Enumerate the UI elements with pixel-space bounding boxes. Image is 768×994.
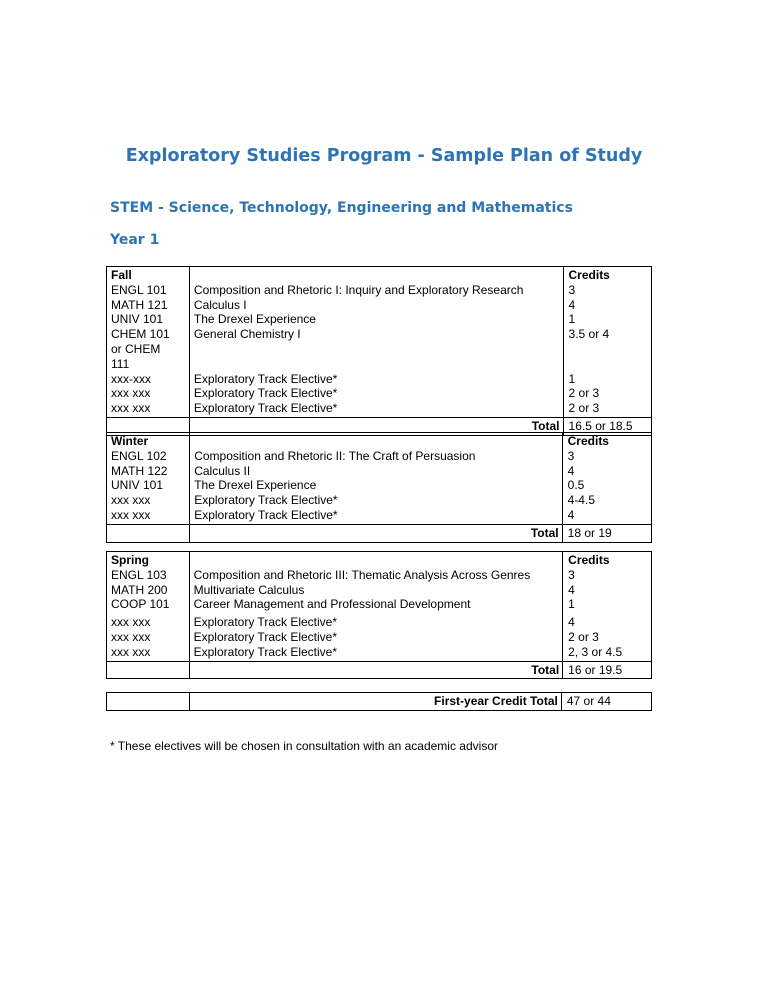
table-row [107, 552, 652, 662]
course-code: CHEM 101 [111, 327, 170, 342]
total-label: Total [531, 662, 560, 677]
course-name: Exploratory Track Elective* [193, 371, 338, 386]
course-code: xxx xxx [111, 507, 151, 522]
total-label: Total [530, 525, 559, 540]
course-credits: 4 [568, 297, 576, 312]
course-code: xxx xxx [111, 629, 151, 644]
course-name: Calculus II [194, 463, 251, 478]
course-credits: 2 or 3 [568, 386, 600, 401]
course-credits: 3 [568, 567, 575, 582]
course-code: ENGL 103 [111, 567, 167, 582]
credits-cell [562, 433, 651, 525]
footnote: * These electives will be chosen in consultation with an academic advisor [110, 739, 498, 753]
total-value: 16 or 19.5 [568, 662, 623, 677]
course-name: Exploratory Track Elective* [193, 386, 338, 401]
table-row [107, 267, 652, 418]
term-label: Fall [111, 268, 132, 282]
course-code-cell [107, 552, 190, 662]
course-code: xxx xxx [111, 401, 151, 416]
total-label: Total [531, 418, 560, 433]
credits-header: Credits [568, 268, 610, 282]
course-credits: 3.5 or 4 [568, 327, 610, 342]
course-credits: 2 or 3 [568, 401, 600, 416]
course-name: The Drexel Experience [193, 312, 316, 327]
course-credits: 0.5 [567, 478, 585, 493]
course-name: Composition and Rhetoric III: Thematic Analysis Across Genres [193, 567, 531, 582]
course-code: xxx-xxx [111, 371, 151, 386]
course-code: UNIV 101 [111, 312, 164, 327]
credits-cell [563, 552, 652, 662]
course-name-cell [189, 267, 563, 418]
course-credits: 3 [567, 448, 575, 463]
total-row [107, 693, 652, 711]
course-credits: 2 or 3 [568, 629, 599, 644]
first-year-total-table [106, 692, 652, 711]
course-code: MATH 121 [111, 297, 168, 312]
course-code: ENGL 102 [111, 448, 167, 463]
course-name: Career Management and Professional Development [193, 597, 471, 612]
winter-table [106, 432, 652, 543]
course-code: MATH 122 [111, 463, 168, 478]
course-credits: 4 [568, 582, 575, 597]
course-credits: 4 [567, 507, 575, 522]
course-code-cell [107, 267, 190, 418]
course-name: The Drexel Experience [194, 478, 317, 493]
course-name: Composition and Rhetoric I: Inquiry and Exploratory Research [193, 282, 524, 297]
credits-header: Credits [567, 434, 609, 448]
course-name: Exploratory Track Elective* [193, 401, 338, 416]
course-code: xxx xxx [111, 615, 151, 630]
year-heading: Year 1 [110, 232, 160, 248]
program-heading: STEM - Science, Technology, Engineering and Mathematics [110, 200, 573, 216]
course-code: xxx xxx [111, 493, 151, 508]
course-code: ENGL 101 [111, 282, 167, 297]
course-credits: 4 [568, 615, 575, 630]
credits-cell [563, 267, 651, 418]
term-label: Winter [111, 434, 149, 448]
first-year-total-value: 47 or 44 [566, 694, 611, 708]
term-label: Spring [111, 553, 149, 567]
course-name: Exploratory Track Elective* [193, 615, 338, 630]
course-credits: 1 [568, 312, 576, 327]
course-name: Exploratory Track Elective* [193, 644, 338, 659]
spring-table [106, 551, 652, 679]
course-code: UNIV 101 [111, 478, 164, 493]
course-code: xxx xxx [111, 386, 151, 401]
fall-table [106, 266, 652, 436]
course-name: General Chemistry I [193, 327, 301, 342]
total-value: 18 or 19 [567, 525, 612, 540]
course-name: Composition and Rhetoric II: The Craft of Persuasion [194, 448, 476, 463]
table-row [107, 433, 652, 525]
course-name: Calculus I [193, 297, 247, 312]
course-code: or CHEM [111, 341, 161, 356]
course-name: Exploratory Track Elective* [193, 629, 338, 644]
credits-header: Credits [568, 553, 610, 567]
course-code: COOP 101 [111, 597, 170, 612]
course-name-cell [190, 433, 562, 525]
course-credits: 1 [568, 597, 575, 612]
course-credits: 2, 3 or 4.5 [568, 644, 623, 659]
course-credits: 4 [567, 463, 575, 478]
course-code: xxx xxx [111, 644, 151, 659]
course-credits: 3 [568, 282, 576, 297]
total-row [107, 524, 652, 542]
total-row [107, 661, 652, 679]
course-name: Exploratory Track Elective* [194, 507, 338, 522]
course-credits: 1 [568, 371, 576, 386]
course-code: 111 [111, 356, 130, 371]
course-name: Multivariate Calculus [193, 582, 305, 597]
course-name-cell [189, 552, 563, 662]
first-year-total-label: First-year Credit Total [434, 694, 558, 708]
course-credits: 4-4.5 [567, 493, 595, 508]
total-value: 16.5 or 18.5 [568, 418, 633, 433]
course-name: Exploratory Track Elective* [194, 493, 338, 508]
page-title: Exploratory Studies Program - Sample Plan of Study [125, 146, 643, 166]
course-code: MATH 200 [111, 582, 168, 597]
course-code-cell [107, 433, 190, 525]
